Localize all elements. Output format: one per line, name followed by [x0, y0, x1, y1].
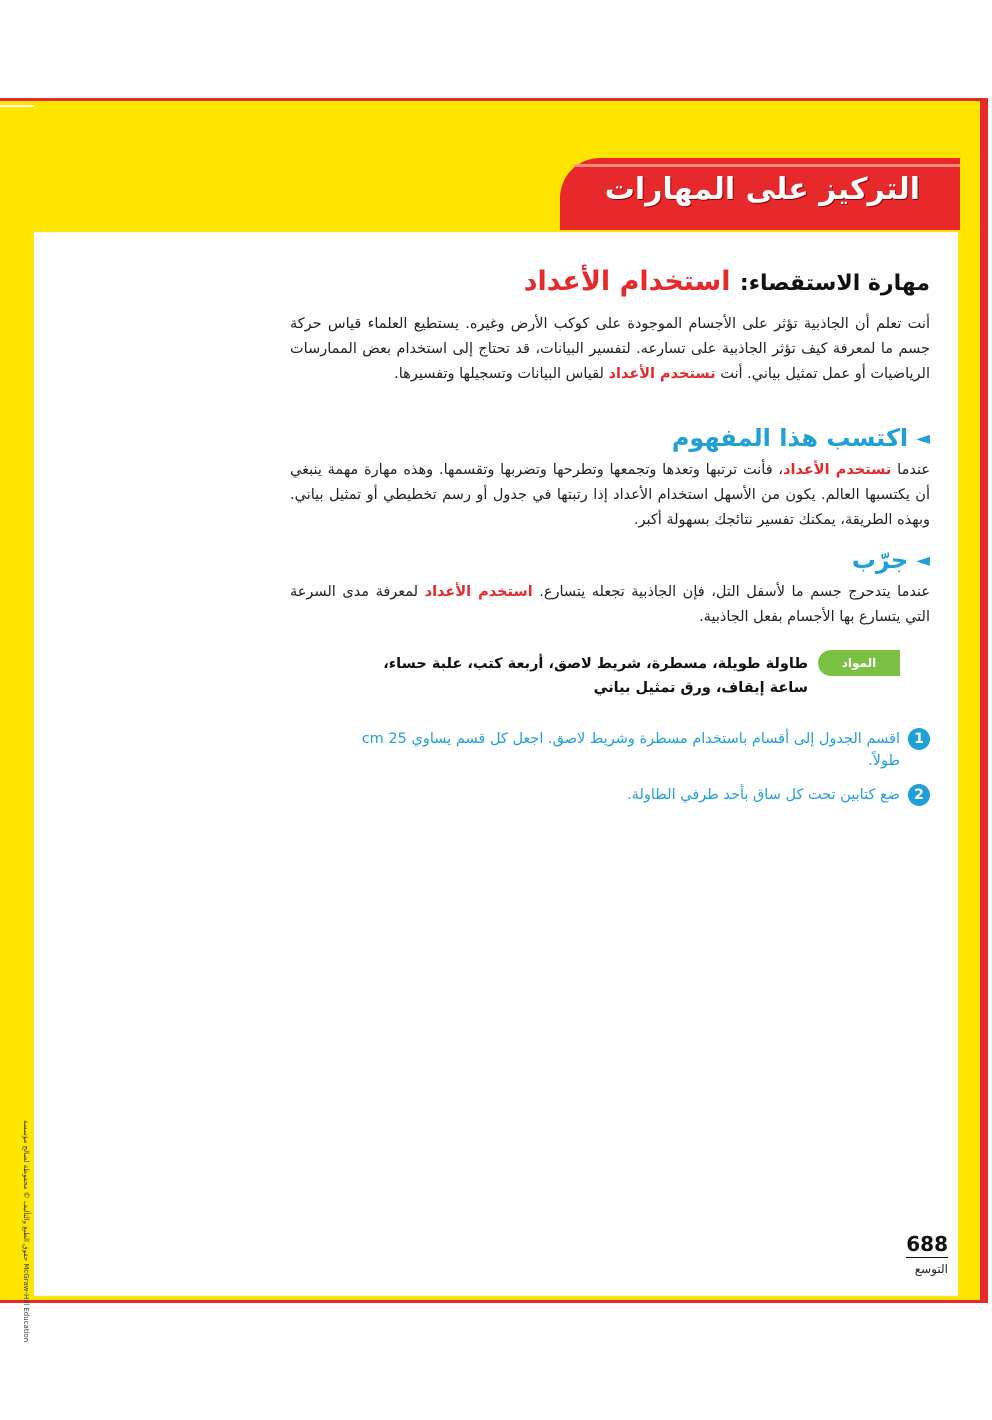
learn-heading-text: اكتسب هذا المفهوم	[671, 424, 909, 452]
try-highlight: استخدم الأعداد	[424, 584, 533, 600]
triangle-marker-icon: ◄	[916, 550, 930, 571]
learn-highlight: تستخدم الأعداد	[783, 462, 892, 478]
materials-badge: المواد	[818, 650, 900, 676]
frame-right-edge	[980, 101, 988, 1300]
try-heading	[852, 546, 930, 574]
intro-text-1: أنت تعلم أن الجاذبية تؤثر على الأجسام الموجودة على كوكب الأرض وغيره. يستطيع العلماء قياس حركة جسم ما لمعرفة كيف تؤثر الجاذبية على تسارعه. لتفسير البيانات، قد تحتاج إلى استخدام بعض الممارسات الرياضيات أو عمل تمثيل بياني. أنت	[290, 316, 930, 382]
step-1	[340, 728, 930, 772]
header-title: التركيز على المهارات	[604, 172, 920, 207]
step-text: اقسم الجدول إلى أقسام باستخدام مسطرة وشريط لاصق. اجعل كل قسم يساوي 25 cm طولاً.	[361, 731, 900, 769]
copyright-credit: حقوق الطبع والتأليف © محفوظة لصالح مؤسسة McGraw-Hill Education	[22, 1120, 30, 1343]
page-number: 688	[906, 1232, 948, 1256]
step-number-badge: 2	[908, 784, 930, 806]
intro-paragraph	[290, 312, 930, 387]
try-text-2: لمعرفة مدى السرعة التي يتسارع بها الأجسام بفعل الجاذبية.	[290, 584, 930, 625]
learn-text-1: عندما	[891, 462, 930, 478]
frame-accent-line	[0, 105, 34, 107]
step-text: ضع كتابين تحت كل ساق بأحد طرفي الطاولة.	[627, 787, 900, 803]
intro-highlight: تستخدم الأعداد	[608, 366, 716, 382]
intro-text-2: لقياس البيانات وتسجيلها وتفسيرها.	[394, 366, 609, 382]
learn-paragraph	[290, 458, 930, 533]
skill-title	[524, 266, 930, 297]
learn-text-2: ، فأنت ترتبها وتعدها وتجمعها وتطرحها وتضربها وتقسمها. وهذه مهارة مهمة ينبغي أن يكتسبها العالم. يكون من الأسهل استخدام الأعداد إذا رتبتها في جدول أو رسم تخطيطي أو تمثيل بياني. وبهذه الطريقة، يمكنك تفسير نتائجك بسهولة أكبر.	[290, 462, 930, 528]
try-text-1: عندما يتدحرج جسم ما لأسفل التل، فإن الجاذبية تجعله يتسارع.	[532, 584, 930, 600]
learn-heading	[672, 424, 930, 452]
triangle-marker-icon: ◄	[916, 428, 930, 449]
try-heading-text: جرّب	[851, 546, 909, 574]
step-2	[340, 784, 930, 806]
try-paragraph	[290, 580, 930, 630]
page-section-label: التوسع	[914, 1262, 948, 1276]
materials-list: طاولة طويلة، مسطرة، شريط لاصق، أربعة كتب، علبة حساء، ساعة إيقاف، ورق تمثيل بياني	[383, 656, 808, 696]
skill-label: مهارة الاستقصاء:	[739, 271, 930, 296]
step-number-badge: 1	[908, 728, 930, 750]
skill-name: استخدام الأعداد	[523, 266, 731, 297]
